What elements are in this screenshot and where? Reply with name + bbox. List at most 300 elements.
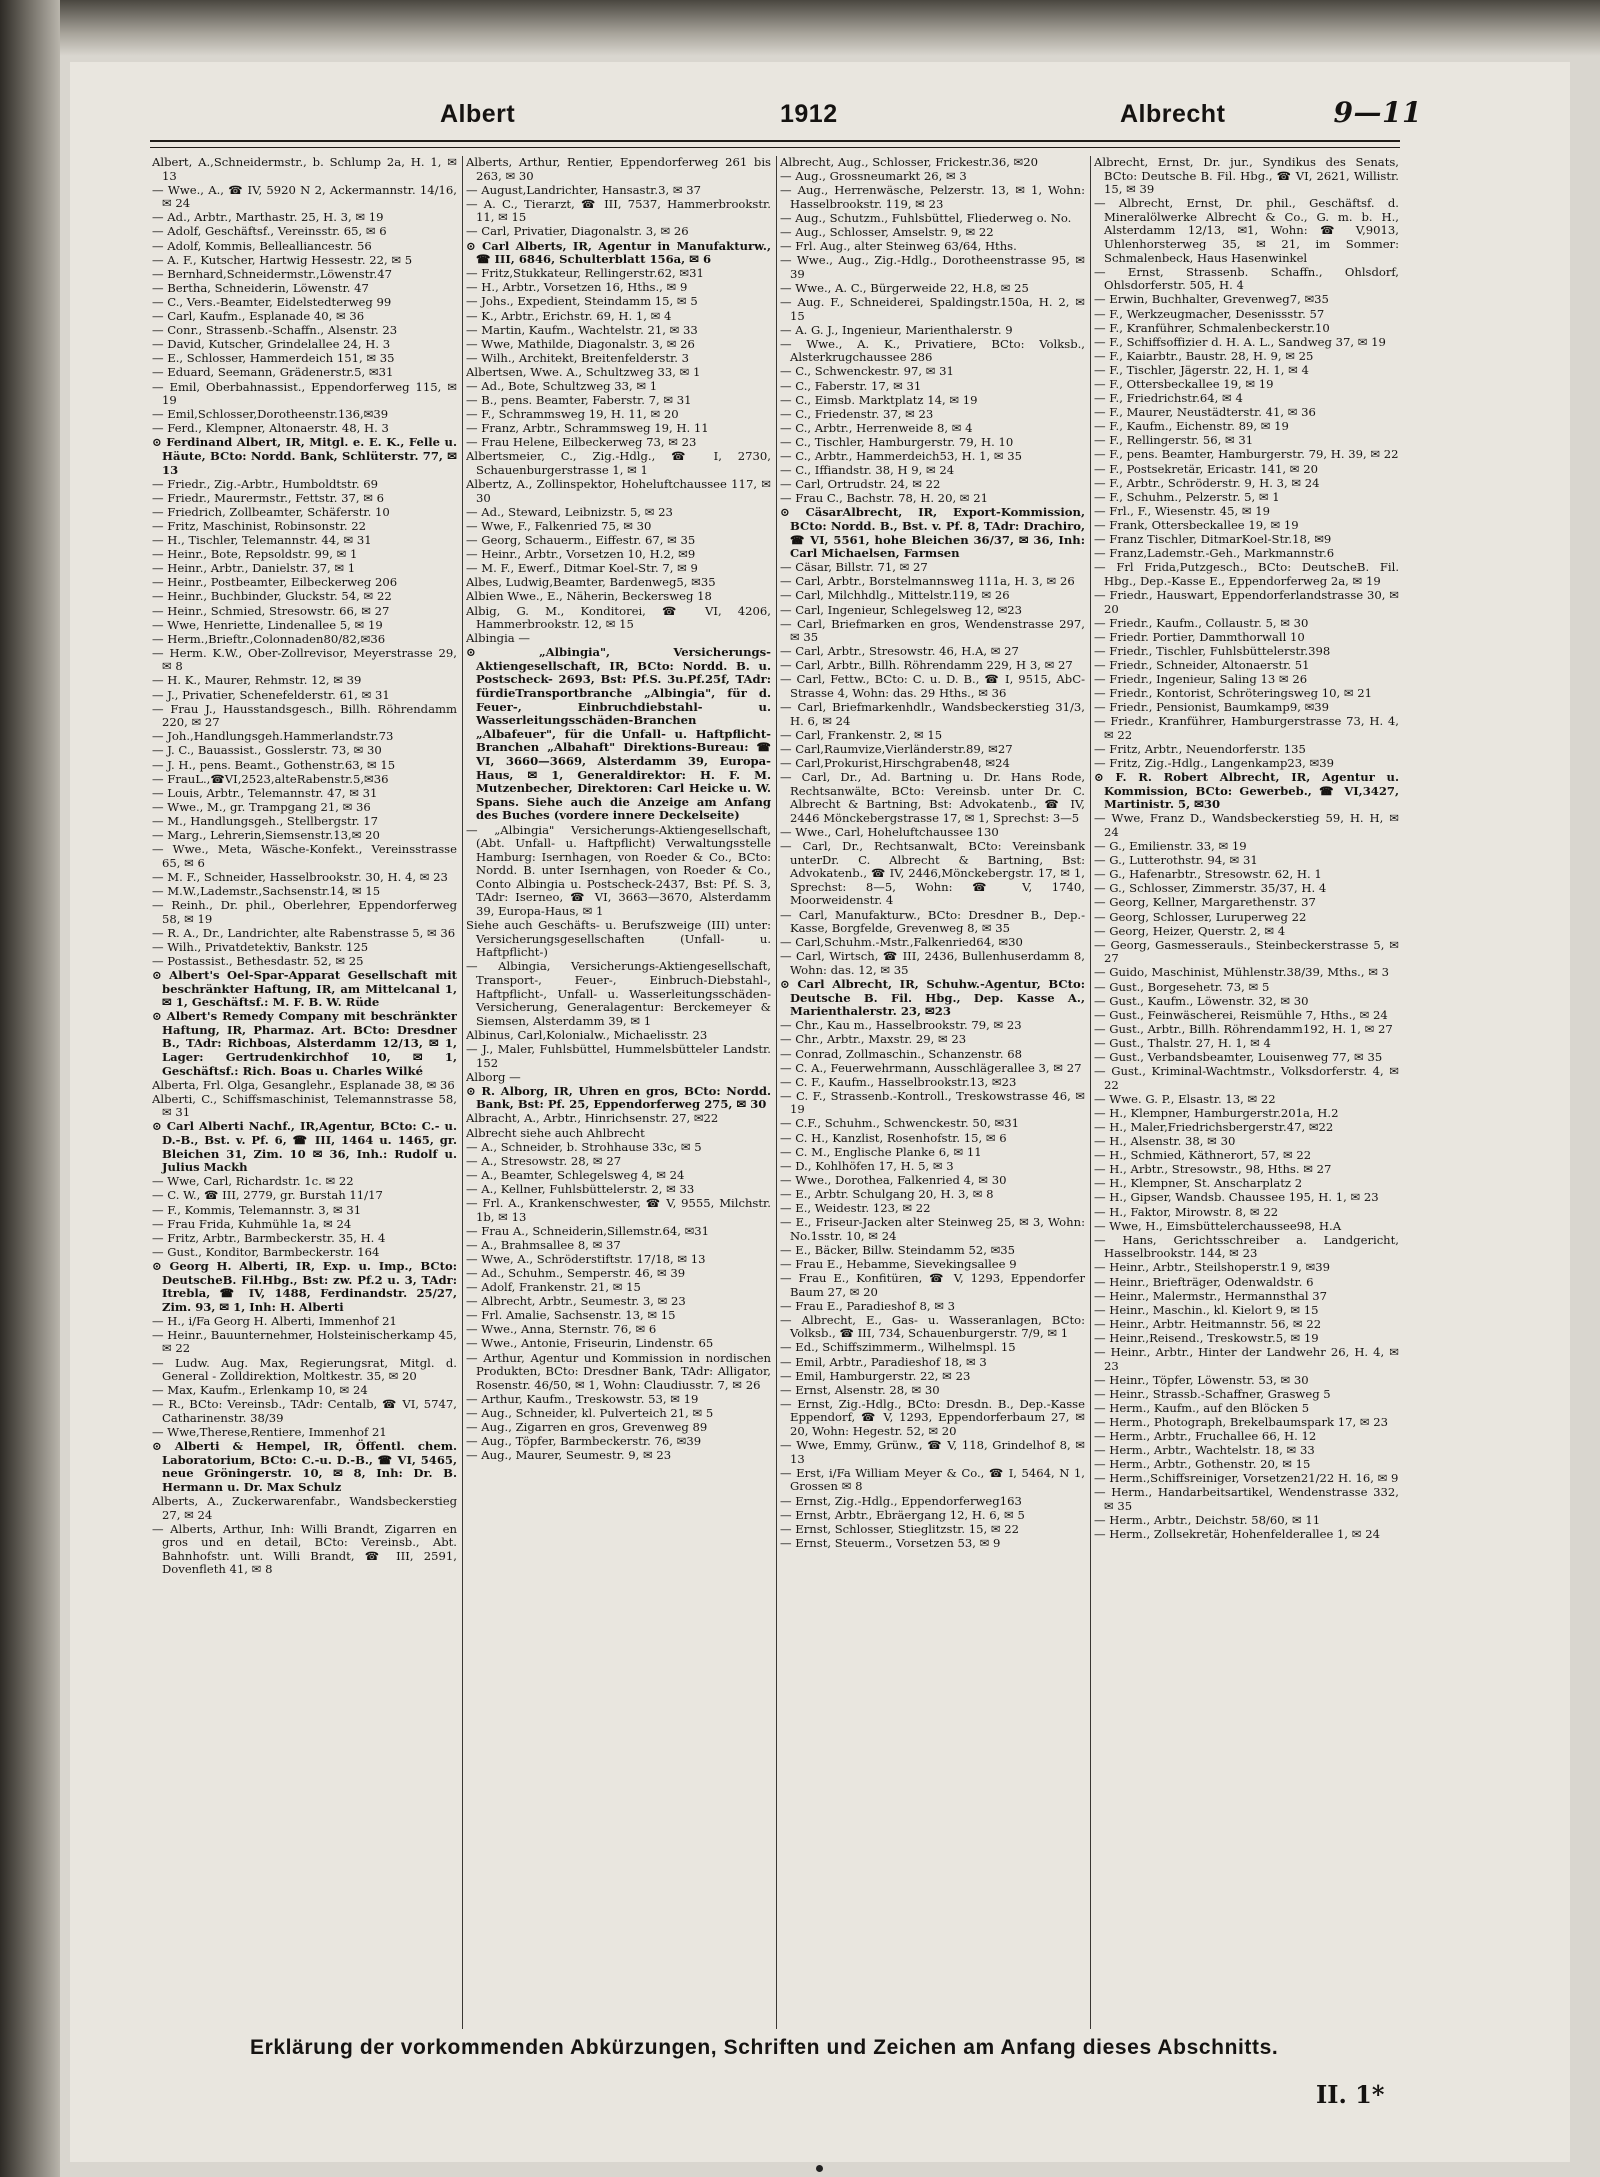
- directory-entry: — Ludw. Aug. Max, Regierungsrat, Mitgl. d. General - Zolldirektion, Moltkestr. 35, ✉ 20: [152, 1355, 457, 1384]
- directory-entry: — G., Schlosser, Zimmerstr. 35/37, H. 4: [1094, 881, 1327, 896]
- directory-entry: — Heinr., Arbtr., Steilshoperstr.1 9, ✉39: [1094, 1260, 1331, 1275]
- directory-entry: — Ferd., Klempner, Altonaerstr. 48, H. 3: [152, 421, 389, 436]
- directory-entry: — Wilh., Privatdetektiv, Bankstr. 125: [152, 939, 369, 954]
- directory-entry: — Herm.,Brieftr.,Colonnaden80/82,✉36: [152, 631, 386, 646]
- directory-entry: — Frl. Aug., alter Steinweg 63/64, Hths.: [780, 239, 1017, 254]
- directory-entry: — Wwe, Emmy, Grünw., ☎ V, 118, Grindelhof 8, ✉ 13: [780, 1438, 1085, 1466]
- directory-entry: — Alberts, Arthur, Inh: Willi Brandt, Zigarren en gros und en detail, BCto: Vereinsb., Abt. Bahnhofstr. unt. Willi Brandt, ☎ III, 2591, Dovenfleth 41, ✉ 8: [152, 1521, 457, 1577]
- directory-entry: — F., Kommis, Telemannstr. 3, ✉ 31: [152, 1202, 362, 1217]
- directory-entry: — Carl, Manufakturw., BCto: Dresdner B., Dep.-Kasse, Borgfelde, Grevenweg 8, ✉ 35: [780, 907, 1085, 936]
- directory-entry: — Wwe., Meta, Wäsche-Konfekt., Vereinsstrasse 65, ✉ 6: [152, 842, 457, 870]
- directory-entry: — J., Maler, Fuhlsbüttel, Hummelsbütteler Landstr. 152: [466, 1042, 771, 1070]
- directory-entry: — Wwe., M., gr. Trampgang 21, ✉ 36: [152, 799, 371, 814]
- column-4: [1094, 156, 1399, 2029]
- directory-entry: — E., Arbtr. Schulgang 20, H. 3, ✉ 8: [780, 1186, 994, 1201]
- directory-entry: — Heinr., Schmied, Stresowstr. 66, ✉ 27: [152, 603, 390, 618]
- directory-entry: — Fritz, Arbtr., Neuendorferstr. 135: [1094, 741, 1306, 756]
- directory-entry: — J. C., Bauassist., Gosslerstr. 73, ✉ 30: [152, 743, 382, 758]
- directory-entry: — Carl, Briefmarkenhdlr., Wandsbeckerstieg 31/3, H. 6, ✉ 24: [780, 700, 1085, 728]
- directory-entry: — Frl. Amalie, Sachsenstr. 13, ✉ 15: [466, 1308, 676, 1323]
- directory-entry: Albig, G. M., Konditorei, ☎ VI, 4206, Hammerbrookstr. 12, ✉ 15: [466, 603, 771, 632]
- directory-entry: — Wwe., A. K., Privatiere, BCto: Volksb., Alsterkrugchaussee 286: [780, 336, 1085, 365]
- directory-entry: — H., Faktor, Mirowstr. 8, ✉ 22: [1094, 1204, 1279, 1219]
- directory-entry: — David, Kutscher, Grindelallee 24, H. 3: [152, 337, 391, 352]
- directory-entry: — C., Tischler, Hamburgerstr. 79, H. 10: [780, 434, 1014, 449]
- directory-entry: Alberts, A., Zuckerwarenfabr., Wandsbeckerstieg 27, ✉ 24: [152, 1494, 457, 1522]
- scan-shadow-left: [0, 0, 60, 2177]
- directory-entry: — Friedr., Pensionist, Baumkamp9, ✉39: [1094, 700, 1330, 715]
- directory-entry: — Heinr., Buchbinder, Gluckstr. 54, ✉ 22: [152, 589, 392, 604]
- directory-entry: Alberta, Frl. Olga, Gesanglehr., Esplanade 38, ✉ 36: [152, 1077, 455, 1092]
- directory-entry: — C., Vers.-Beamter, Eidelstedterweg 99: [152, 294, 392, 309]
- directory-entry: — Frau C., Bachstr. 78, H. 20, ✉ 21: [780, 491, 988, 506]
- directory-entry: — M.W.,Lademstr.,Sachsenstr.14, ✉ 15: [152, 883, 381, 898]
- header-year: 1912: [780, 100, 838, 128]
- directory-entry: — Herm., Kaufm., auf den Blöcken 5: [1094, 1400, 1310, 1415]
- directory-entry: — Frau E., Konfitüren, ☎ V, 1293, Eppendorfer Baum 27, ✉ 20: [780, 1271, 1085, 1299]
- directory-entry: — F., Ottersbeckallee 19, ✉ 19: [1094, 377, 1274, 391]
- directory-entry: — Adolf, Frankenstr. 21, ✉ 15: [466, 1280, 641, 1295]
- directory-entry: — Albrecht, Arbtr., Seumestr. 3, ✉ 23: [466, 1294, 686, 1309]
- directory-entry: — E., Weidestr. 123, ✉ 22: [780, 1201, 931, 1216]
- directory-entry: Albien Wwe., E., Näherin, Beckersweg 18: [466, 589, 712, 604]
- directory-entry: — Wilh., Architekt, Breitenfelderstr. 3: [466, 350, 690, 365]
- directory-entry: — M. F., Schneider, Hasselbrookstr. 30, H. 4, ✉ 23: [152, 869, 448, 884]
- directory-entry: ⊙ Ferdinand Albert, IR, Mitgl. e. E. K., Felle u. Häute, BCto: Nordd. Bank, Schlüterstr. 77, ✉ 13: [152, 435, 457, 477]
- directory-entry: — Friedr., Kontorist, Schröteringsweg 10, ✉ 21: [1094, 686, 1373, 701]
- directory-entry: — Friedr. Portier, Dammthorwall 10: [1094, 629, 1305, 644]
- directory-entry: — Fritz, Zig.-Hdlg., Langenkamp23, ✉39: [1094, 756, 1334, 771]
- directory-entry: — C., Arbtr., Hammerdeich53, H. 1, ✉ 35: [780, 448, 1022, 463]
- directory-entry: — A., Stresowstr. 28, ✉ 27: [466, 1153, 622, 1168]
- directory-entry: — Emil, Hamburgerstr. 22, ✉ 23: [780, 1368, 971, 1383]
- directory-entry: — Ernst, Strassenb. Schaffn., Ohlsdorf, Ohlsdorferstr. 505, H. 4: [1094, 264, 1399, 293]
- column-divider: [1090, 156, 1091, 2029]
- directory-entry: ⊙ Carl Albrecht, IR, Schuhw.-Agentur, BCto: Deutsche B. Fil. Hbg., Dep. Kasse A., Marienthalerstr. 23, ✉23: [780, 977, 1085, 1019]
- directory-entry: — Martin, Kaufm., Wachtelstr. 21, ✉ 33: [466, 322, 698, 337]
- directory-entry: Albertsmeier, C., Zig.-Hdlg., ☎ I, 2730, Schauenburgerstrasse 1, ✉ 1: [466, 449, 771, 478]
- directory-entry: — C., Schwenckestr. 97, ✉ 31: [780, 364, 954, 379]
- directory-entry: — A. G. J., Ingenieur, Marienthalerstr. 9: [780, 322, 1013, 337]
- directory-entry: — Aug., Herrenwäsche, Pelzerstr. 13, ✉ 1, Wohn: Hasselbrookstr. 119, ✉ 23: [780, 183, 1085, 211]
- directory-entry: — Reinh., Dr. phil., Oberlehrer, Eppendorferweg 58, ✉ 19: [152, 897, 457, 926]
- directory-entry: — Conr., Strassenb.-Schaffn., Alsenstr. 23: [152, 323, 398, 338]
- directory-entry: — K., Arbtr., Erichstr. 69, H. 1, ✉ 4: [466, 308, 672, 323]
- directory-entry: — F., Arbtr., Schröderstr. 9, H. 3, ✉ 24: [1094, 475, 1320, 490]
- directory-entry: — Frau Frida, Kuhmühle 1a, ✉ 24: [152, 1216, 352, 1231]
- directory-entry: — Fritz, Maschinist, Robinsonstr. 22: [152, 518, 366, 533]
- directory-entry: — Frl Frida,Putzgesch., BCto: DeutscheB. Fil. Hbg., Dep.-Kasse E., Eppendorferweg 2a, ✉ 19: [1094, 560, 1399, 588]
- directory-entry: — Gust., Konditor, Barmbeckerstr. 164: [152, 1244, 380, 1259]
- directory-entry: — Friedr., Zig.-Arbtr., Humboldtstr. 69: [152, 476, 379, 491]
- directory-entry: — G., Hafenarbtr., Stresowstr. 62, H. 1: [1094, 867, 1322, 882]
- directory-entry: — Carl,Prokurist,Hirschgraben48, ✉24: [780, 756, 1010, 771]
- directory-entry: — Fritz,Stukkateur, Rellingerstr.62, ✉31: [466, 266, 704, 281]
- directory-entry: ⊙ Carl Alberts, IR, Agentur in Manufakturw., ☎ III, 6846, Schulterblatt 156a, ✉ 6: [466, 238, 771, 267]
- directory-entry: — Heinr., Briefträger, Odenwaldstr. 6: [1094, 1274, 1314, 1289]
- directory-entry: ⊙ CäsarAlbrecht, IR, Export-Kommission, BCto: Nordd. B., Bst. v. Pf. 8, TAdr: Drachiro, ☎ VI, 5561, hohe Bleichen 36/37, ✉ 36, Inh: Carl Michaelsen, Farmsen: [780, 505, 1085, 561]
- directory-entry: — Herm., Arbtr., Gothenstr. 20, ✉ 15: [1094, 1457, 1311, 1472]
- directory-entry: — Georg, Gasmesserauls., Steinbeckerstrasse 5, ✉ 27: [1094, 937, 1399, 966]
- directory-entry: — Heinr., Arbtr., Vorsetzen 10, H.2, ✉9: [466, 547, 696, 562]
- directory-entry: — Ed., Schiffszimmerm., Wilhelmspl. 15: [780, 1340, 1016, 1355]
- directory-entry: — Wwe., A. C., Bürgerweide 22, H.8, ✉ 25: [780, 280, 1029, 295]
- directory-entry: — Heinr., Malermstr., Hermannsthal 37: [1094, 1288, 1328, 1303]
- directory-entry: — F., Maurer, Neustädterstr. 41, ✉ 36: [1094, 405, 1316, 420]
- directory-entry: — Bertha, Schneiderin, Löwenstr. 47: [152, 280, 369, 295]
- directory-entry: — A., Beamter, Schlegelsweg 4, ✉ 24: [466, 1167, 685, 1182]
- directory-entry: — F., Kranführer, Schmalenbeckerstr.10: [1094, 320, 1330, 335]
- directory-entry: — Franz,Lademstr.-Geh., Markmannstr.6: [1094, 546, 1335, 561]
- directory-entry: — E., Bäcker, Billw. Steindamm 52, ✉35: [780, 1242, 1016, 1257]
- directory-entry: — Frau E., Hebamme, Sievekingsallee 9: [780, 1256, 1017, 1271]
- directory-entry: ⊙ R. Alborg, IR, Uhren en gros, BCto: Nordd. Bank, Bst: Pf. 25, Eppendorferweg 275, ✉ 30: [466, 1083, 771, 1112]
- directory-entry: — Wwe., Dorothea, Falkenried 4, ✉ 30: [780, 1172, 1007, 1187]
- directory-entry: — R. A., Dr., Landrichter, alte Rabenstrasse 5, ✉ 36: [152, 925, 456, 940]
- directory-entry: — Wwe, Carl, Richardstr. 1c. ✉ 22: [152, 1174, 354, 1189]
- directory-entry: — Emil,Schlosser,Dorotheenstr.136,✉39: [152, 407, 389, 422]
- directory-entry: Siehe auch Geschäfts- u. Berufszweige (III) unter: Versicherungsgesellschaften (Unfall- u. Haftpflicht-): [466, 918, 771, 960]
- directory-entry: — A. F., Kutscher, Hartwig Hessestr. 22, ✉ 5: [152, 252, 413, 267]
- directory-entry: — C. A., Feuerwehrmann, Ausschlägerallee 3, ✉ 27: [780, 1060, 1082, 1075]
- directory-entry: — Herm. K.W., Ober-Zollrevisor, Meyerstrasse 29, ✉ 8: [152, 645, 457, 674]
- directory-entry: — E., Friseur-Jacken alter Steinweg 25, ✉ 3, Wohn: No.1sstr. 10, ✉ 24: [780, 1215, 1085, 1243]
- directory-entry: — Aug., Schneider, kl. Pulverteich 21, ✉ 5: [466, 1405, 714, 1420]
- directory-entry: — „Albingia" Versicherungs-Aktiengesellschaft, (Abt. Unfall- u. Haftpflicht) Verwaltungsstelle Hamburg: Isernhagen, von Roeder & Co., BCto: Nordd. B. unter Isernhagen, von Roeder & Co., Conto Albingia u. Postscheck-2437, Bst: Pf. S. 3, TAdr: Iserneo, ☎ VI, 3663—3670, Alsterdamm 39, Europa-Haus, ✉ 1: [466, 822, 771, 919]
- directory-entry: ⊙ Carl Alberti Nachf., IR,Agentur, BCto: C.- u. D.-B., Bst. v. Pf. 6, ☎ III, 1464 u. 1465, gr. Bleichen 31, Zim. 10 ✉ 36, Inh.: Rudolf u. Julius Mackh: [152, 1119, 457, 1175]
- directory-entry: — Ad., Schuhm., Semperstr. 46, ✉ 39: [466, 1266, 686, 1280]
- directory-entry: — Carl,Schuhm.-Mstr.,Falkenried64, ✉30: [780, 935, 1023, 950]
- directory-entry: — C. F., Strassenb.-Kontroll., Treskowstrasse 46, ✉ 19: [780, 1088, 1085, 1117]
- directory-entry: — Aug., Zigarren en gros, Grevenweg 89: [466, 1420, 708, 1435]
- directory-entry: — Aug. F., Schneiderei, Spaldingstr.150a, H. 2, ✉ 15: [780, 294, 1085, 323]
- directory-entry: — Chr., Kau m., Hasselbrookstr. 79, ✉ 23: [780, 1018, 1022, 1033]
- directory-entry: — Franz Tischler, DitmarKoel-Str.18, ✉9: [1094, 532, 1332, 547]
- directory-entry: — Ernst, Alsenstr. 28, ✉ 30: [780, 1382, 940, 1397]
- directory-entry: — C. W., ☎ III, 2779, gr. Burstah 11/17: [152, 1188, 383, 1203]
- directory-entry: — Wwe., Antonie, Friseurin, Lindenstr. 65: [466, 1336, 714, 1351]
- directory-entry: — Bernhard,Schneidermstr.,Löwenstr.47: [152, 266, 392, 281]
- directory-entry: — Ernst, Zig.-Hdlg., Eppendorferweg163: [780, 1493, 1022, 1508]
- directory-entry: — F., Kaufm., Eichenstr. 89, ✉ 19: [1094, 419, 1289, 434]
- directory-entry: — Carl, Ingenieur, Schlegelsweg 12, ✉23: [780, 602, 1023, 617]
- directory-entry: — H., i/Fa Georg H. Alberti, Immenhof 21: [152, 1313, 397, 1328]
- directory-entry: — Frau Helene, Eilbeckerweg 73, ✉ 23: [466, 435, 697, 450]
- directory-entry: — Aug., Schlosser, Amselstr. 9, ✉ 22: [780, 224, 994, 239]
- directory-entry: — Fritz, Arbtr., Barmbeckerstr. 35, H. 4: [152, 1230, 386, 1245]
- directory-entry: — Heinr., Bote, Repsoldstr. 99, ✉ 1: [152, 547, 358, 562]
- directory-entry: — Heinr., Arbtr., Danielstr. 37, ✉ 1: [152, 561, 356, 576]
- directory-entry: — J. H., pens. Beamt., Gothenstr.63, ✉ 15: [152, 757, 396, 772]
- directory-entry: — Heinr., Postbeamter, Eilbeckerweg 206: [152, 575, 398, 590]
- directory-entry: — Marg., Lehrerin,Siemsenstr.13,✉ 20: [152, 828, 380, 842]
- header-page-number: 9—11: [1333, 96, 1422, 129]
- directory-entry: — Emil, Arbtr., Paradieshof 18, ✉ 3: [780, 1354, 987, 1369]
- abbreviation-note: Erklärung der vorkommenden Abkürzungen, Schriften und Zeichen am Anfang dieses Abschnitts.: [250, 2036, 1279, 2059]
- directory-entry: — Herm.,Schiffsreiniger, Vorsetzen21/22 H. 16, ✉ 9: [1094, 1471, 1399, 1486]
- directory-entry: Alberti, C., Schiffsmaschinist, Telemannstrasse 58, ✉ 31: [152, 1091, 457, 1120]
- directory-entry: — F., Postsekretär, Ericastr. 141, ✉ 20: [1094, 461, 1318, 476]
- directory-entry: — R., BCto: Vereinsb., TAdr: Centalb, ☎ VI, 5747, Catharinenstr. 38/39: [152, 1397, 457, 1425]
- directory-entry: — C., Eimsb. Marktplatz 14, ✉ 19: [780, 392, 978, 407]
- directory-entry: — C., Iffiandstr. 38, H 9, ✉ 24: [780, 463, 955, 478]
- directory-entry: — A. C., Tierarzt, ☎ III, 7537, Hammerbrookstr. 11, ✉ 15: [466, 196, 771, 225]
- directory-entry: — Carl, Frankenstr. 2, ✉ 15: [780, 727, 943, 742]
- directory-entry: — A., Schneider, b. Strohhause 33c, ✉ 5: [466, 1139, 702, 1154]
- directory-entry: — H., Maler,Friedrichsbergerstr.47, ✉22: [1094, 1119, 1334, 1134]
- directory-entry: — Wwe. G. P., Elsastr. 13, ✉ 22: [1094, 1091, 1276, 1106]
- directory-entry: — Arthur, Kaufm., Treskowstr. 53, ✉ 19: [466, 1391, 699, 1406]
- directory-entry: — Friedr., Kaufm., Collaustr. 5, ✉ 30: [1094, 615, 1309, 630]
- directory-entry: — H., Arbtr., Vorsetzen 16, Hths., ✉ 9: [466, 280, 688, 295]
- directory-entry: — Wwe, H., Eimsbüttelerchaussee98, H.A: [1094, 1218, 1342, 1233]
- directory-entry: — H., Schmied, Käthnerort, 57, ✉ 22: [1094, 1148, 1312, 1163]
- directory-entry: — A., Kellner, Fuhlsbüttelerstr. 2, ✉ 33: [466, 1181, 695, 1196]
- directory-entry: — Georg, Heizer, Querstr. 2, ✉ 4: [1094, 923, 1286, 938]
- directory-entry: — Wwe., Carl, Hoheluftchaussee 130: [780, 825, 999, 839]
- directory-entry: Alberts, Arthur, Rentier, Eppendorferweg 261 bis 263, ✉ 30: [466, 156, 771, 183]
- directory-entry: — D., Kohlhöfen 17, H. 5, ✉ 3: [780, 1158, 954, 1173]
- directory-entry: — Postassist., Bethesdastr. 52, ✉ 25: [152, 953, 364, 968]
- directory-entry: — Herm., Arbtr., Wachtelstr. 18, ✉ 33: [1094, 1443, 1315, 1458]
- directory-entry: — Carl, Fettw., BCto: C. u. D. B., ☎ I, 9515, AbC-Strasse 4, Wohn: das. 29 Hths., ✉ 36: [780, 672, 1085, 701]
- directory-entry: Albingia —: [466, 631, 530, 646]
- directory-entry: — Herm., Handarbeitsartikel, Wendenstrasse 332, ✉ 35: [1094, 1485, 1399, 1513]
- directory-entry: — Emil, Oberbahnassist., Eppendorferweg 115, ✉ 19: [152, 379, 457, 408]
- directory-entry: — Wwe,Therese,Rentiere, Immenhof 21: [152, 1425, 387, 1440]
- directory-entry: — Albrecht, Ernst, Dr. phil., Geschäftsf. d. Mineralölwerke Albrecht & Co., G. m. b. H., Alsterdamm 12/13, ✉1, Wohn: ☎ V,9013, Uhlenhorsterweg 35, ✉ 21, im Sommer: Schmalenbeck, Haus Hasenwinkel: [1094, 196, 1399, 265]
- directory-entry: — Frau A., Schneiderin,Sillemstr.64, ✉31: [466, 1223, 710, 1238]
- directory-entry: — Aug., Maurer, Seumestr. 9, ✉ 23: [466, 1448, 672, 1463]
- directory-entry: — Ernst, Zig.-Hdlg., BCto: Dresdn. B., Dep.-Kasse Eppendorf, ☎ V, 1293, Eppendorferbaum 27, ✉ 20, Wohn: Hegestr. 52, ✉ 20: [780, 1396, 1085, 1439]
- directory-entry: ⊙ F. R. Robert Albrecht, IR, Agentur u. Kommission, BCto: Gewerbeb., ☎ VI,3427, Martinistr. 5, ✉30: [1094, 770, 1399, 812]
- directory-entry: — Frl. A., Krankenschwester, ☎ V, 9555, Milchstr. 1b, ✉ 13: [466, 1196, 771, 1224]
- directory-entry: — Ad., Arbtr., Marthastr. 25, H. 3, ✉ 19: [152, 210, 384, 225]
- directory-entry: — Albingia, Versicherungs-Aktiengesellschaft, Transport-, Feuer-, Einbruch-Diebstahl-, Haftpflicht-, Unfall- u. Wasserleitungsschäden-Versicherung, Generalagentur: Berckemeyer & Siemsen, Alsterdamm 39, ✉ 1: [466, 959, 771, 1028]
- directory-entry: — Frau E., Paradieshof 8, ✉ 3: [780, 1298, 955, 1313]
- directory-entry: — Carl, Dr., Rechtsanwalt, BCto: Vereinsbank unterDr. C. Albrecht & Bartning, Bst: Advokatenb., ☎ IV, 2446,Mönckebergstr. 17, ✉ 1, Sprechst: 8—5, Wohn: ☎ V, 1740, Moorweidenstr. 4: [780, 839, 1085, 908]
- directory-entry: — Heinr., Maschin., kl. Kielort 9, ✉ 15: [1094, 1302, 1319, 1317]
- page-signature: II. 1*: [1316, 2080, 1385, 2109]
- directory-entry: — Heinr., Strassb.-Schaffner, Grasweg 5: [1094, 1386, 1331, 1401]
- directory-entry: — Heinr.,Reisend., Treskowstr.5, ✉ 19: [1094, 1330, 1319, 1345]
- directory-entry: Albert, A.,Schneidermstr., b. Schlump 2a, H. 1, ✉ 13: [152, 156, 457, 183]
- column-1: [152, 156, 457, 2029]
- directory-entry: — F., Friedrichstr.64, ✉ 4: [1094, 391, 1243, 406]
- directory-entry: — Georg, Kellner, Margarethenstr. 37: [1094, 895, 1316, 910]
- directory-entry: — Gust., Borgesehetr. 73, ✉ 5: [1094, 979, 1270, 994]
- directory-entry: Albes, Ludwig,Beamter, Bardenweg5, ✉35: [466, 575, 716, 590]
- directory-entry: ⊙ Georg H. Alberti, IR, Exp. u. Imp., BCto: DeutscheB. Fil.Hbg., Bst: zw. Pf.2 u. 3, TAdr: Itrebla, ☎ IV, 1488, Ferdinandstr. 25/27, Zim. 93, ✉ 1, Inh: H. Alberti: [152, 1258, 457, 1314]
- directory-entry: — Adolf, Kommis, Bellealliancestr. 56: [152, 238, 372, 253]
- directory-entry: — H., Alsenstr. 38, ✉ 30: [1094, 1134, 1236, 1149]
- directory-entry: — Ernst, Arbtr., Ebräergang 12, H. 6, ✉ 5: [780, 1507, 1025, 1522]
- directory-entry: — Aug., Grossneumarkt 26, ✉ 3: [780, 169, 967, 184]
- directory-entry: — Conrad, Zollmaschin., Schanzenstr. 68: [780, 1046, 1023, 1061]
- directory-entry: — Wwe., A., ☎ IV, 5920 N 2, Ackermannstr. 14/16, ✉ 24: [152, 182, 457, 211]
- directory-entry: — Heinr., Bauunternehmer, Holsteinischerkamp 45, ✉ 22: [152, 1327, 457, 1356]
- directory-entry: — Carl, Wirtsch, ☎ III, 2436, Bullenhuserdamm 8, Wohn: das. 12, ✉ 35: [780, 949, 1085, 977]
- directory-entry: — Frank, Ottersbeckallee 19, ✉ 19: [1094, 517, 1299, 532]
- directory-entry: — E., Schlosser, Hammerdeich 151, ✉ 35: [152, 351, 395, 366]
- directory-entry: — F., Schuhm., Pelzerstr. 5, ✉ 1: [1094, 489, 1280, 504]
- directory-entry: — F., Schiffsoffizier d. H. A. L., Sandweg 37, ✉ 19: [1094, 334, 1386, 349]
- directory-entry: Albinus, Carl,Kolonialw., Michaelisstr. 23: [466, 1027, 708, 1042]
- column-2: [466, 156, 771, 2029]
- directory-entry: — Albrecht, E., Gas- u. Wasseranlagen, BCto: Volksb., ☎ III, 734, Schauenburgerstr. 7/9, ✉ 1: [780, 1312, 1085, 1341]
- directory-entry: — Ad., Steward, Leibnizstr. 5, ✉ 23: [466, 504, 673, 519]
- directory-entry: — Georg, Schauerm., Eiffestr. 67, ✉ 35: [466, 533, 696, 548]
- directory-entry: — H., Arbtr., Stresowstr., 98, Hths. ✉ 27: [1094, 1162, 1332, 1177]
- directory-entry: — Arthur, Agentur und Kommission in nordischen Produkten, BCto: Dresdner Bank, TAdr: Alligator, Rosenstr. 46/50, ✉ 1, Wohn: Claudiusstr. 7, ✉ 26: [466, 1350, 771, 1392]
- directory-entry: — Aug., Töpfer, Barmbeckerstr. 76, ✉39: [466, 1434, 702, 1449]
- directory-entry: — Erwin, Buchhalter, Grevenweg7, ✉35: [1094, 292, 1329, 307]
- directory-entry: — Hans, Gerichtsschreiber a. Landgericht, Hasselbrookstr. 144, ✉ 23: [1094, 1232, 1399, 1261]
- directory-entry: Albertsen, Wwe. A., Schultzweg 33, ✉ 1: [466, 364, 701, 379]
- directory-entry: — Wwe, A., Schröderstiftstr. 17/18, ✉ 13: [466, 1251, 706, 1266]
- header-rule: [150, 140, 1400, 142]
- directory-entry: — F., Werkzeugmacher, Desenissstr. 57: [1094, 306, 1325, 321]
- directory-entry: — Adolf, Geschäftsf., Vereinsstr. 65, ✉ 6: [152, 224, 387, 239]
- directory-entry: — FrauL.,☎VI,2523,alteRabenstr.5,✉36: [152, 771, 389, 786]
- directory-entry: — Ernst, Schlosser, Stieglitzstr. 15, ✉ 22: [780, 1521, 1020, 1536]
- directory-entry: — F., Tischler, Jägerstr. 22, H. 1, ✉ 4: [1094, 362, 1309, 377]
- directory-entry: — C. M., Englische Planke 6, ✉ 11: [780, 1144, 982, 1159]
- directory-entry: — C., Friedenstr. 37, ✉ 23: [780, 406, 934, 421]
- directory-entry: — Chr., Arbtr., Maxstr. 29, ✉ 23: [780, 1032, 967, 1047]
- directory-entry: Albertz, A., Zollinspektor, Hoheluftchaussee 117, ✉ 30: [466, 477, 771, 505]
- directory-entry: — Georg, Schlosser, Luruperweg 22: [1094, 909, 1307, 924]
- directory-entry: — C. H., Kanzlist, Rosenhofstr. 15, ✉ 6: [780, 1130, 1007, 1145]
- directory-entry: — Frl., F., Wiesenstr. 45, ✉ 19: [1094, 503, 1271, 518]
- directory-entry: — Carl, Arbtr., Billh. Röhrendamm 229, H 3, ✉ 27: [780, 658, 1073, 673]
- directory-entry: Albrecht, Ernst, Dr. jur., Syndikus des Senats, BCto: Deutsche B. Fil. Hbg., ☎ VI, 2621, Willistr. 15, ✉ 39: [1094, 156, 1399, 197]
- directory-entry: — Carl, Briefmarken en gros, Wendenstrasse 297, ✉ 35: [780, 616, 1085, 645]
- directory-entry: — M. F., Ewerf., Ditmar Koel-Str. 7, ✉ 9: [466, 561, 698, 576]
- binding-mark: [816, 2165, 823, 2172]
- directory-entry: — J., Privatier, Schenefelderstr. 61, ✉ 31: [152, 687, 390, 702]
- directory-entry: — Joh.,Handlungsgeh.Hammerlandstr.73: [152, 729, 394, 744]
- directory-entry: — Herm., Arbtr., Fruchallee 66, H. 12: [1094, 1429, 1317, 1444]
- directory-entry: — Gust., Kaufm., Löwenstr. 32, ✉ 30: [1094, 993, 1309, 1008]
- directory-entry: — Carl, Privatier, Diagonalstr. 3, ✉ 26: [466, 224, 689, 239]
- directory-entry: — Louis, Arbtr., Telemannstr. 47, ✉ 31: [152, 785, 378, 800]
- directory-entry: Alborg —: [466, 1069, 521, 1084]
- directory-entry: — M., Handlungsgeh., Stellbergstr. 17: [152, 813, 379, 828]
- scan-shadow-top: [60, 0, 1600, 56]
- directory-entry: ⊙ Albert's Remedy Company mit beschränkter Haftung, IR, Pharmaz. Art. BCto: Dresdner B., TAdr: Richboas, Alsterdamm 12/13, ✉ 1, Lager: Gertrudenkirchhof 10, ✉ 1, Geschäftsf.: Rich. Boas u. Charles Wilké: [152, 1009, 457, 1078]
- directory-entry: — Friedrich, Zollbeamter, Schäferstr. 10: [152, 504, 390, 519]
- directory-entry: — C., Faberstr. 17, ✉ 31: [780, 378, 922, 393]
- directory-entry: — F., Kaiarbtr., Baustr. 28, H. 9, ✉ 25: [1094, 348, 1314, 363]
- directory-entry: — Gust., Arbtr., Billh. Röhrendamm192, H. 1, ✉ 27: [1094, 1021, 1393, 1036]
- directory-entry: — F., Schrammsweg 19, H. 11, ✉ 20: [466, 407, 679, 422]
- directory-entry: — August,Landrichter, Hansastr.3, ✉ 37: [466, 182, 701, 197]
- directory-entry: — H. K., Maurer, Rehmstr. 12, ✉ 39: [152, 673, 362, 688]
- running-header: [80, 96, 1422, 132]
- header-left-keyword: Albert: [440, 100, 516, 128]
- directory-entry: — G., Emilienstr. 33, ✉ 19: [1094, 839, 1247, 854]
- column-divider: [776, 156, 777, 2029]
- directory-entry: — Carl, Arbtr., Stresowstr. 46, H.A, ✉ 27: [780, 644, 1019, 659]
- directory-entry: — Friedr., Schneider, Altonaerstr. 51: [1094, 657, 1310, 672]
- header-rule-thin: [150, 147, 1400, 148]
- directory-entry: — Carl, Dr., Ad. Bartning u. Dr. Hans Rode, Rechtsanwälte, BCto: Vereinsb. unter Dr. C. Albrecht & Bartning, Bst: Advokatenb., ☎ IV, 2446 Mönckebergstrasse 17, ✉ 1, Sprechst: 3—5: [780, 770, 1085, 825]
- directory-entry: — Carl, Arbtr., Borstelmannsweg 111a, H. 3, ✉ 26: [780, 574, 1075, 589]
- directory-entry: — Cäsar, Billstr. 71, ✉ 27: [780, 560, 928, 575]
- directory-entry: — Carl,Raumvize,Vierländerstr.89, ✉27: [780, 741, 1013, 756]
- directory-entry: — Wwe., Aug., Zig.-Hdlg., Dorotheenstrasse 95, ✉ 39: [780, 253, 1085, 281]
- directory-entry: — Carl, Kaufm., Esplanade 40, ✉ 36: [152, 309, 365, 324]
- directory-entry: — Gust., Thalstr. 27, H. 1, ✉ 4: [1094, 1035, 1271, 1050]
- directory-entry: — Friedr., Ingenieur, Saling 13 ✉ 26: [1094, 671, 1308, 686]
- directory-entry: — B., pens. Beamter, Faberstr. 7, ✉ 31: [466, 393, 692, 408]
- directory-entry: — Ernst, Steuerm., Vorsetzen 53, ✉ 9: [780, 1535, 1001, 1550]
- directory-entry: — Guido, Maschinist, Mühlenstr.38/39, Mths., ✉ 3: [1094, 965, 1390, 980]
- column-3: [780, 156, 1085, 2029]
- directory-entry: — G., Lutterothstr. 94, ✉ 31: [1094, 853, 1258, 868]
- directory-entry: — Heinr., Töpfer, Löwenstr. 53, ✉ 30: [1094, 1372, 1309, 1387]
- directory-entry: — H., Tischler, Telemannstr. 44, ✉ 31: [152, 533, 372, 548]
- directory-entry: — Friedr., Hauswart, Eppendorferlandstrasse 30, ✉ 20: [1094, 587, 1399, 616]
- directory-entry: — Herm., Arbtr., Deichstr. 58/60, ✉ 11: [1094, 1513, 1321, 1528]
- directory-entry: — Heinr., Arbtr., Hinter der Landwehr 26, H. 4, ✉ 23: [1094, 1344, 1399, 1373]
- header-right-keyword: Albrecht: [1120, 100, 1226, 128]
- directory-entry: — Wwe, F., Falkenried 75, ✉ 30: [466, 518, 652, 533]
- directory-entry: — Wwe, Franz D., Wandsbeckerstieg 59, H. H, ✉ 24: [1094, 811, 1399, 839]
- column-divider: [462, 156, 463, 2029]
- directory-entry: — Heinr., Arbtr. Heitmannstr. 56, ✉ 22: [1094, 1316, 1322, 1331]
- directory-entry: — A., Brahmsallee 8, ✉ 37: [466, 1237, 621, 1252]
- directory-entry: — Friedr., Tischler, Fuhlsbüttelerstr.398: [1094, 643, 1331, 658]
- directory-entry: — Johs., Expedient, Steindamm 15, ✉ 5: [466, 294, 698, 309]
- directory-entry: — Wwe, Henriette, Lindenallee 5, ✉ 19: [152, 617, 383, 632]
- directory-entry: — Frau J., Hausstandsgesch., Billh. Röhrendamm 220, ✉ 27: [152, 701, 457, 730]
- directory-entry: — Friedr., Maurermstr., Fettstr. 37, ✉ 6: [152, 490, 385, 505]
- directory-entry: ⊙ Albert's Oel-Spar-Apparat Gesellschaft mit beschränkter Haftung, IR, am Mittelcanal 1, ✉ 1, Geschäftsf.: M. F. B. W. Rüde: [152, 967, 457, 1010]
- directory-entry: — Carl, Milchhdlg., Mittelstr.119, ✉ 26: [780, 588, 1010, 603]
- directory-entry: — Erst, i/Fa William Meyer & Co., ☎ I, 5464, N 1, Grossen ✉ 8: [780, 1465, 1085, 1494]
- directory-entry: — H., Klempner, Hamburgerstr.201a, H.2: [1094, 1105, 1339, 1120]
- directory-entry: — Wwe, Mathilde, Diagonalstr. 3, ✉ 26: [466, 336, 695, 351]
- directory-entry: — Herm., Photograph, Brekelbaumspark 17, ✉ 23: [1094, 1414, 1388, 1429]
- directory-entry: — Gust., Feinwäscherei, Reismühle 7, Hths., ✉ 24: [1094, 1007, 1388, 1022]
- directory-entry: — F., Rellingerstr. 56, ✉ 31: [1094, 433, 1254, 448]
- directory-entry: — Friedr., Kranführer, Hamburgerstrasse 73, H. 4, ✉ 22: [1094, 714, 1399, 742]
- directory-entry: Albracht, A., Arbtr., Hinrichsenstr. 27, ✉22: [466, 1111, 719, 1126]
- directory-entry: — Max, Kaufm., Erlenkamp 10, ✉ 24: [152, 1383, 368, 1398]
- directory-entry: — Ad., Bote, Schultzweg 33, ✉ 1: [466, 379, 658, 393]
- directory-entry: — Wwe., Anna, Sternstr. 76, ✉ 6: [466, 1322, 657, 1337]
- directory-entry: — Herm., Zollsekretär, Hohenfelderallee 1, ✉ 24: [1094, 1527, 1380, 1542]
- directory-entry: Albrecht siehe auch Ahlbrecht: [466, 1125, 645, 1140]
- directory-entry: — H., Klempner, St. Anscharplatz 2: [1094, 1176, 1303, 1191]
- directory-entry: — F., pens. Beamter, Hamburgerstr. 79, H. 39, ✉ 22: [1094, 447, 1399, 462]
- directory-columns: [152, 156, 1404, 2029]
- directory-entry: — Eduard, Seemann, Grädenerstr.5, ✉31: [152, 365, 394, 380]
- directory-entry: — C., Arbtr., Herrenweide 8, ✉ 4: [780, 420, 973, 435]
- directory-entry: ⊙ „Albingia", Versicherungs-Aktiengesellschaft, IR, BCto: Nordd. B. u. Postscheck- 2693, Bst: Pf.S. 3u.Pf.25f, TAdr: fürdieTransportbranche „Albingia", für d. Feuer-, Einbruchdiebstahl- u. Wasserleitungsschäden-Branchen „Albafeuer", für die Unfall- u. Haftpflicht-Branchen „Albahaft" Direktions-Bureau: ☎ VI, 3660—3669, Alsterdamm 39, Europa-Haus, ✉ 1, Generaldirektor: H. F. M. Mutzenbecher, Direktoren: Carl Heicke u. W. Spans. Siehe auch die Anzeige am Anfang des Buches (vordere innere Deckelseite): [466, 645, 771, 823]
- directory-entry: — H., Gipser, Wandsb. Chaussee 195, H. 1, ✉ 23: [1094, 1190, 1379, 1205]
- directory-entry: — Gust., Verbandsbeamter, Louisenweg 77, ✉ 35: [1094, 1050, 1383, 1064]
- directory-entry: — C.F., Schuhm., Schwenckestr. 50, ✉31: [780, 1116, 1019, 1131]
- directory-entry: ⊙ Alberti & Hempel, IR, Öffentl. chem. Laboratorium, BCto: C.-u. D.-B., ☎ VI, 5465, neue Gröningerstr. 10, ✉ 8, Inh: Dr. B. Hermann u. Dr. Max Schulz: [152, 1439, 457, 1494]
- directory-entry: — Aug., Schutzm., Fuhlsbüttel, Fliederweg o. No.: [780, 210, 1072, 225]
- directory-entry: Albrecht, Aug., Schlosser, Frickestr.36, ✉20: [780, 156, 1039, 169]
- directory-entry: — Franz, Arbtr., Schrammsweg 19, H. 11: [466, 421, 709, 436]
- directory-entry: — Gust., Kriminal-Wachtmstr., Volksdorferstr. 4, ✉ 22: [1094, 1064, 1399, 1092]
- directory-entry: — Carl, Ortrudstr. 24, ✉ 22: [780, 477, 941, 492]
